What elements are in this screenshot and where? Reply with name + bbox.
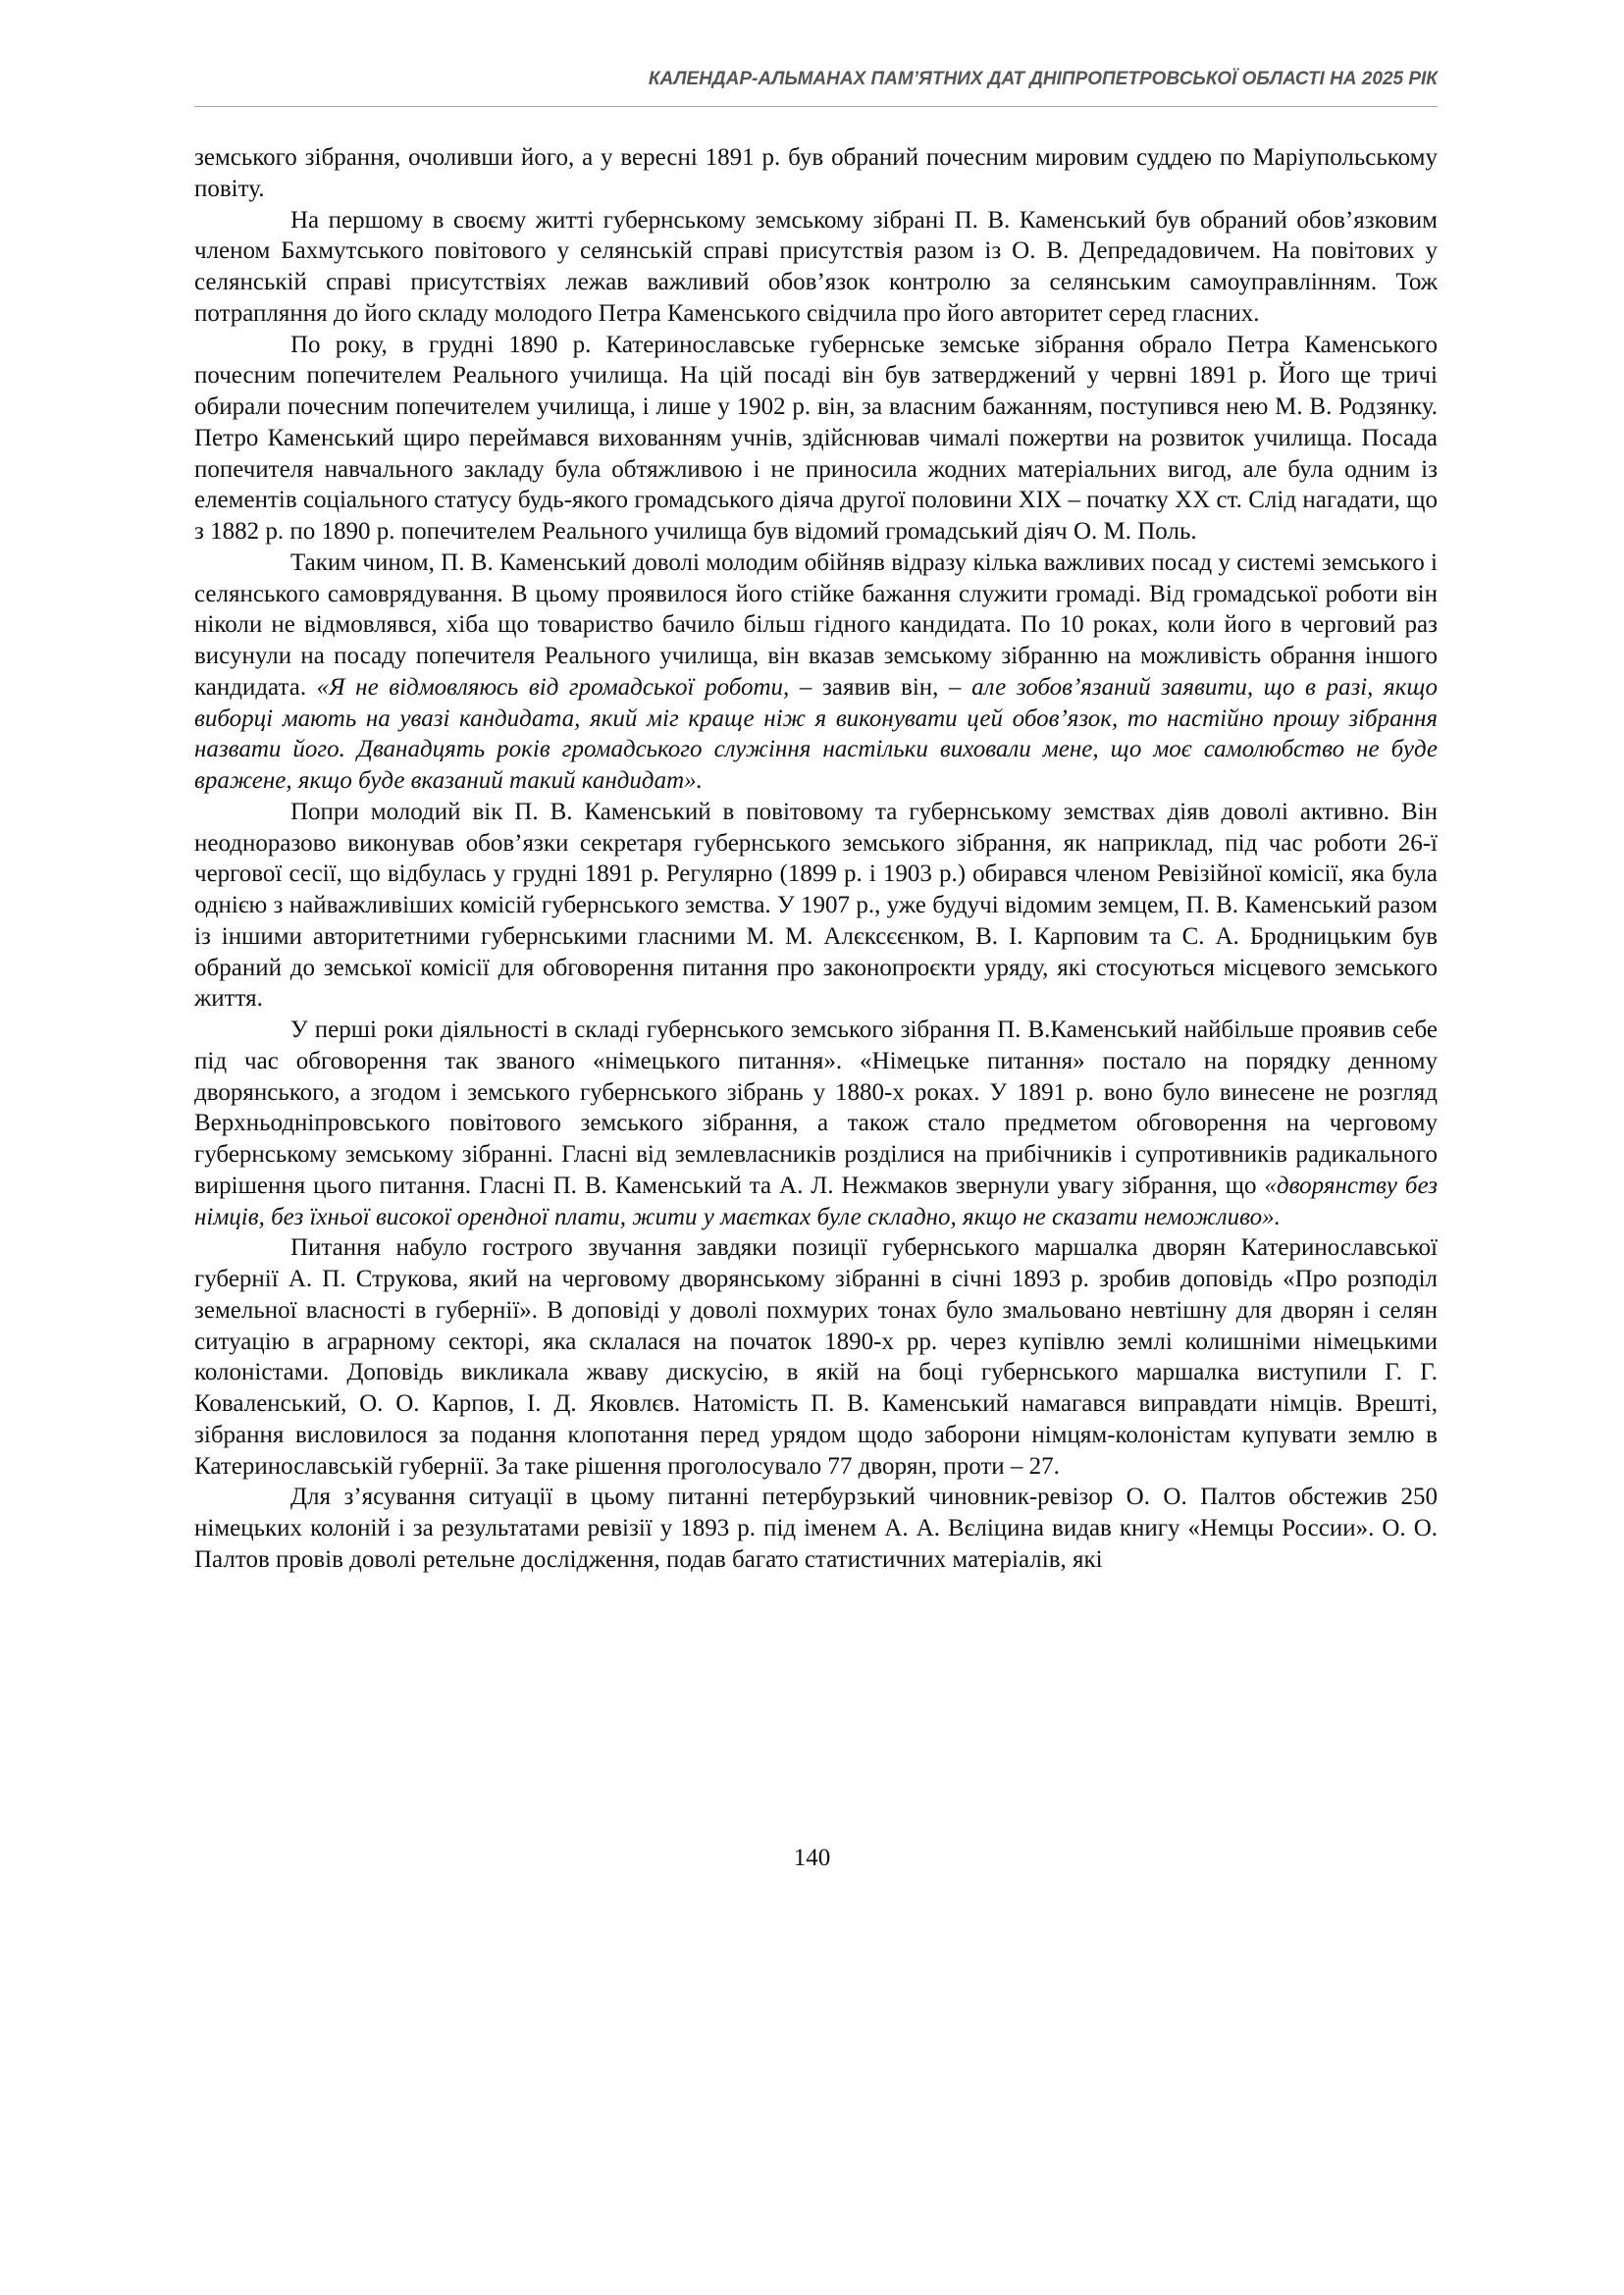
paragraph-7-text: Питання набуло гострого звучання завдяки позиції губернського маршалка дворян Катеринославської губернії А. П. Струкова, який на черговому дворянському зібранні в січні 1893 р. зробив доповідь «Про розподіл земельної власності в губернії». В доповіді у доволі похмурих тонах було змальовано невтішну для дворян і селян ситуацію в аграрному секторі, яка склалася на початок 1890-х рр. через купівлю землі колишніми німецькими колоністами. Доповідь викликала жваву дискусію, в якій на боці губернського маршалка виступили Г. Г. Коваленський, О. О. Карпов, І. Д. Яковлєв. Натомість П. В. Каменський намагався виправдати німців. Врешті, зібрання висловилося за подання клопотання перед урядом щодо заборони німцям-колоністам купувати землю в Катеринославській губернії. За таке рішення проголосувало 77 дворян, проти – 27. [194, 1234, 1438, 1480]
paragraph-4-text: Таким чином, П. В. Каменський доволі молодим обійняв відразу кілька важливих посад у системі земського і селянського самоврядування. В цьому проявилося його стійке бажання служити громаді. Від громадської роботи він ніколи не відмовлявся, хіба що товариство бачило більш гідного кандидата. По 10 роках, коли його в черговий раз висунули на посаду попечителя Реального училища, він вказав земському зібранню на можливість обрання іншого кандидата. [194, 548, 1438, 701]
paragraph-8 [194, 1482, 1438, 1575]
header-rule [194, 106, 1438, 107]
paragraph-4-quote-part-2: – але зобов’язаний заявити, що в разі, якщо виборці мають на увазі кандидата, який міг краще ніж я виконувати цей обов’язок, то настійно прошу зібрання назвати його. Дванадцять років громадського служіння настільки виховали мене, що моє самолюбство не буде вражене, якщо буде вказаний такий кандидат». [194, 673, 1438, 794]
running-header: КАЛЕНДАР-АЛЬМАНАХ ПАМ’ЯТНИХ ДАТ ДНІПРОПЕТРОВСЬКОЇ ОБЛАСТІ НА 2025 РІК [648, 69, 1438, 89]
page-number: 140 [793, 1845, 831, 1871]
paragraph-6-text: У перші роки діяльності в складі губернського земського зібрання П. В.Каменський найбільше проявив себе під час обговорення так званого «німецького питання». «Німецьке питання» постало на порядку денному дворянського, а згодом і земського губернського зібрань у 1880-х роках. У 1891 р. воно було винесене не розгляд Верхньодніпровського повітового земського зібрання, а також стало предметом обговорення на черговому губернському земському зібранні. Гласні від землевласників розділися на прибічників і супротивників радикального вирішення цього питання. Гласні П. В. Каменський та А. Л. Нежмаков звернули увагу зібрання, що [194, 1017, 1438, 1199]
paragraph-7 [194, 1232, 1438, 1482]
body-text [194, 142, 1438, 1576]
paragraph-1 [194, 142, 1438, 205]
paragraph-3-text: По року, в грудні 1890 р. Катеринославське губернське земське зібрання обрало Петра Каменського почесним попечителем Реального училища. На цій посаді він був затверджений у червні 1891 р. Його ще тричі обирали почесним попечителем училища, і лише у 1902 р. він, за власним бажанням, поступився нею М. В. Родзянку. Петро Каменський щиро переймався вихованням учнів, здійснював чималі пожертви на розвиток училища. Посада попечителя навчального закладу була обтяжливою і не приносила жодних матеріальних вигод, але була одним із елементів соціального статусу будь-якого громадського діяча другої половини XIX – початку XX ст. Слід нагадати, що з 1882 р. по 1890 р. попечителем Реального училища був відомий громадський діяч О. М. Поль. [194, 331, 1438, 545]
paragraph-4 [194, 548, 1438, 797]
paragraph-5 [194, 797, 1438, 1015]
paragraph-5-text: Попри молодий вік П. В. Каменський в повітовому та губернському земствах діяв доволі активно. Він неодноразово виконував обов’язки секретаря губернського земського зібрання, як наприклад, під час роботи 26-ї чергової сесії, що відбулась у грудні 1891 р. Регулярно (1899 р. і 1903 р.) обирався членом Ревізійної комісії, яка була однією з найважливіших комісій губернського земства. У 1907 р., уже будучі відомим земцем, П. В. Каменський разом із іншими авторитетними губернськими гласними М. М. Алєксєєнком, В. І. Карповим та С. А. Бродницьким був обраний до земської комісії для обговорення питання про законопроєкти уряду, які стосуються місцевого земського життя. [194, 798, 1438, 1013]
paragraph-2 [194, 205, 1438, 330]
paragraph-6-quote: «дворянству без німців, без їхньої високої орендної плати, жити у маєтках буле складно, якщо не сказати неможливо». [194, 1172, 1438, 1230]
paragraph-4-text-2: заявив він, [812, 673, 949, 701]
paragraph-4-quote-part-1: «Я не відмовляюсь від громадської роботи, – [316, 673, 812, 701]
paragraph-2-text: На першому в своєму житті губернському земському зібрані П. В. Каменський був обраний обов’язковим членом Бахмутського повітового у селянській справі присутствія разом із О. В. Депредадовичем. На повітових у селянській справі присутствіях лежав важливий обов’язок контролю за селянським самоуправлінням. Тож потрапляння до його складу молодого Петра Каменського свідчила про його авторитет серед гласних. [194, 206, 1438, 327]
paragraph-6 [194, 1015, 1438, 1232]
paragraph-8-text: Для з’ясування ситуації в цьому питанні петербурзький чиновник-ревізор О. О. Палтов обстежив 250 німецьких колоній і за результатами ревізії у 1893 р. під іменем А. А. Вєліцина видав книгу «Немцы России». О. О. Палтов провів доволі ретельне дослідження, подав багато статистичних матеріалів, які [194, 1484, 1438, 1573]
paragraph-1-text: земського зібрання, очоливши його, а у вересні 1891 р. був обраний почесним мировим суддею по Маріупольському повіту. [194, 144, 1438, 202]
paragraph-3 [194, 330, 1438, 548]
